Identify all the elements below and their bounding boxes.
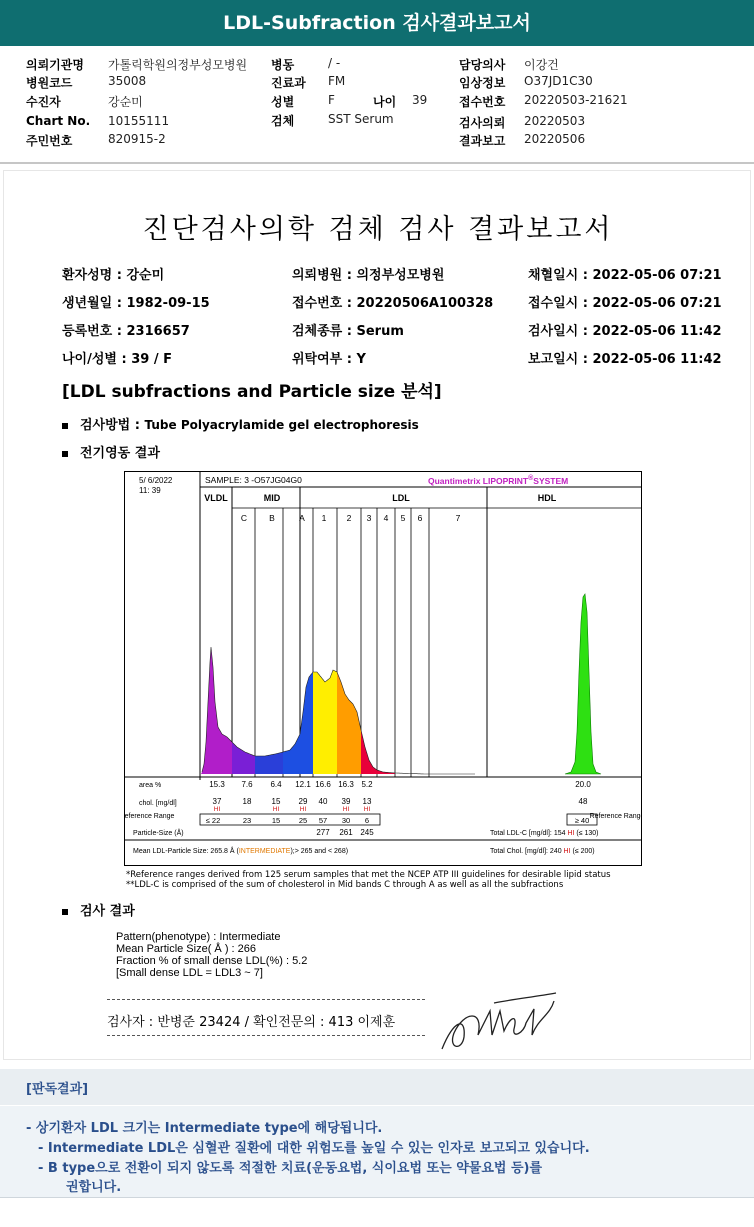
bullet-square-icon xyxy=(62,909,68,915)
header-value: 35008 xyxy=(108,74,147,88)
mean-class: INTERMEDIATE xyxy=(238,848,291,855)
result-block xyxy=(116,931,307,979)
group-label: VLDL xyxy=(204,493,228,503)
reference-value: 23 xyxy=(242,816,252,825)
header-key: 결과보고 xyxy=(459,134,506,148)
info-label: 환자성명 xyxy=(62,268,113,283)
info-label: 접수번호 xyxy=(292,296,343,311)
header-value: 강순미 xyxy=(108,95,143,109)
header-key: 병원코드 xyxy=(26,76,73,90)
header-key: 진료과 xyxy=(271,76,306,90)
info-label: 위탁여부 xyxy=(292,352,343,367)
header-value: 이강건 xyxy=(524,58,559,72)
chol-value: 40 xyxy=(318,797,328,806)
ref-row-label: Reference Range xyxy=(125,813,175,820)
header-value: 20220503-21621 xyxy=(524,93,628,107)
method-label: 검사방법 xyxy=(80,418,131,433)
footnote: **LDL-C is comprised of the sum of cholesterol in Mid bands C through A as well as all the subfractions xyxy=(126,880,564,890)
result-line: Fraction % of small dense LDL(%) : 5.2 xyxy=(116,955,308,967)
patient-info-item: 접수일시 : 2022-05-06 07:21 xyxy=(528,296,722,311)
reference-box xyxy=(200,814,380,825)
page-title: LDL-Subfraction 검사결과보고서 xyxy=(0,0,754,46)
info-label: 보고일시 xyxy=(528,352,579,367)
info-label: 의뢰병원 xyxy=(292,268,343,283)
chol-flag: HI xyxy=(213,806,221,813)
band-label: 7 xyxy=(455,513,461,523)
chart-footnotes xyxy=(126,870,611,890)
reference-value: ≥ 40 xyxy=(574,816,590,825)
chol-value: 39 xyxy=(341,797,351,806)
subfraction-area xyxy=(313,670,337,774)
header-value: 20220506 xyxy=(524,132,586,146)
header-key: 병동 xyxy=(271,58,295,72)
chol-flag: HI xyxy=(299,806,307,813)
info-value: 2022-05-06 07:21 xyxy=(592,296,722,311)
info-value: 의정부성모병원 xyxy=(356,268,445,283)
patient-info-item: 위탁여부 : Y xyxy=(292,352,366,367)
header-value: 20220503 xyxy=(524,114,586,128)
chol-row-label: chol. [mg/dl] xyxy=(139,800,177,807)
header-key: Chart No. xyxy=(26,114,91,128)
header-key: 나이 xyxy=(373,95,397,109)
header-value: 가톨릭학원의정부성모병원 xyxy=(108,58,248,72)
info-value: 2022-05-06 07:21 xyxy=(592,268,722,283)
chol-flag: HI xyxy=(272,806,280,813)
area-value: 12.1 xyxy=(295,780,311,789)
header-key: 주민번호 xyxy=(26,134,73,148)
total-chol-ref: (≤ 200) xyxy=(570,848,595,855)
info-label: 채혈일시 xyxy=(528,268,579,283)
chol-value: 15 xyxy=(271,797,281,806)
dashed-divider xyxy=(107,1035,425,1036)
group-label: LDL xyxy=(392,493,410,503)
handwritten-signature xyxy=(434,989,564,1059)
mean-value: 265.8 Å ( xyxy=(210,848,239,855)
info-label: 나이/성별 xyxy=(62,352,117,367)
report-title: 진단검사의학 검체 검사 결과보고서 xyxy=(142,214,614,245)
peak-areas xyxy=(200,594,601,774)
area-value: 16.6 xyxy=(315,780,331,789)
header-value: 820915-2 xyxy=(108,132,166,146)
method-value: Tube Polyacrylamide gel electrophoresis xyxy=(144,418,419,432)
method-bullet: 검사방법 : Tube Polyacrylamide gel electrophoresis xyxy=(62,414,419,433)
band-label: B xyxy=(269,513,275,523)
band-label: 5 xyxy=(400,513,406,523)
group-labels xyxy=(204,493,556,503)
band-label: 1 xyxy=(321,513,327,523)
info-value: 2316657 xyxy=(126,324,190,339)
data-table xyxy=(125,780,641,855)
result-line: Mean Particle Size( Å ) : 266 xyxy=(116,943,257,955)
electrophoresis-bullet xyxy=(62,442,160,461)
info-value: 2022-05-06 11:42 xyxy=(592,324,722,339)
header-value: 39 xyxy=(412,93,428,107)
judgement-header xyxy=(0,1069,754,1105)
band-label: 2 xyxy=(346,513,352,523)
total-chol-flag: HI xyxy=(563,848,571,855)
band-labels xyxy=(241,513,461,523)
patient-info-item: 등록번호 : 2316657 xyxy=(62,324,190,339)
chol-value: 18 xyxy=(242,797,252,806)
header-key: 성별 xyxy=(271,95,295,109)
patient-info-item: 채혈일시 : 2022-05-06 07:21 xyxy=(528,268,722,283)
patient-info-item: 생년월일 : 1982-09-15 xyxy=(62,296,210,311)
patient-info-item: 검사일시 : 2022-05-06 11:42 xyxy=(528,324,722,339)
area-value: 7.6 xyxy=(241,780,253,789)
judgement-line: - B type으로 전환이 되지 않도록 적절한 치료(운동요법, 식이요법 또는 약물요법 등)를 xyxy=(38,1161,543,1176)
particle-value: 277 xyxy=(316,828,330,837)
patient-info-item: 보고일시 : 2022-05-06 11:42 xyxy=(528,352,722,367)
result-line: Pattern(phenotype) : Intermediate xyxy=(116,931,281,943)
particle-value: 245 xyxy=(360,828,374,837)
header-key: 수진자 xyxy=(26,95,61,109)
judgement-line: - 상기환자 LDL 크기는 Intermediate type에 해당됩니다. xyxy=(26,1121,383,1136)
subfraction-area xyxy=(283,734,300,774)
patient-info-item: 나이/성별 : 39 / F xyxy=(62,352,173,367)
info-value: Serum xyxy=(356,324,404,339)
header-key: 검사의뢰 xyxy=(459,116,506,130)
report-document xyxy=(3,170,751,1060)
group-label: HDL xyxy=(537,493,557,503)
result-bullet xyxy=(62,900,135,919)
total-ldl-value: 154 xyxy=(553,830,568,837)
total-ldl-flag: HI xyxy=(567,830,575,837)
reference-value: 25 xyxy=(298,816,308,825)
header-value: / - xyxy=(328,56,341,70)
info-value: Y xyxy=(356,352,366,367)
chol-value: 29 xyxy=(298,797,308,806)
section-title: [LDL subfractions and Particle size 분석] xyxy=(62,382,442,402)
chol-value: 48 xyxy=(578,797,588,806)
info-value: 20220506A100328 xyxy=(356,296,494,311)
area-value: 15.3 xyxy=(209,780,225,789)
bullet-square-icon xyxy=(62,451,68,457)
info-label: 검체종류 xyxy=(292,324,343,339)
request-header xyxy=(0,56,754,156)
total-ldl-line xyxy=(490,830,599,837)
chol-flag: HI xyxy=(363,806,371,813)
header-value: O37JD1C30 xyxy=(524,74,593,88)
header-key: 접수번호 xyxy=(459,95,506,109)
chol-value: 37 xyxy=(212,797,222,806)
reference-value: ≤ 22 xyxy=(205,816,221,825)
signature-line: 검사자 : 반병준 23424 / 확인전문의 : 413 이제훈 xyxy=(107,1015,396,1030)
info-label: 등록번호 xyxy=(62,324,113,339)
header-value: FM xyxy=(328,74,346,88)
chart-sample: SAMPLE: 3 -O57JG04G0 xyxy=(205,475,302,485)
reference-value: 6 xyxy=(364,816,370,825)
result-label: 검사 결과 xyxy=(80,904,135,919)
area-value: 20.0 xyxy=(575,780,591,789)
header-divider xyxy=(0,162,754,164)
chart-time: 11: 39 xyxy=(139,486,161,495)
mean-particle-line xyxy=(133,846,348,855)
subfraction-area xyxy=(300,672,313,774)
patient-info-item: 접수번호 : 20220506A100328 xyxy=(292,296,494,311)
judgement-line: 권합니다. xyxy=(66,1180,122,1195)
result-line: [Small dense LDL = LDL3 ~ 7] xyxy=(116,967,263,979)
header-value: F xyxy=(328,93,335,107)
registered-mark: ® xyxy=(528,475,534,482)
total-ldl-ref: (≤ 130) xyxy=(574,830,599,837)
ref-row-label-right: Reference Range xyxy=(589,813,641,820)
total-chol-label: Total Chol. [mg/dl]: xyxy=(490,848,550,855)
system-name: Quantimetrix LIPOPRINT xyxy=(428,476,529,486)
band-label: A xyxy=(299,513,305,523)
mean-label: Mean LDL-Particle Size: xyxy=(133,848,211,855)
info-label: 접수일시 xyxy=(528,296,579,311)
bullet-square-icon xyxy=(62,423,68,429)
particle-row-label: Particle-Size (Å) xyxy=(133,830,184,837)
patient-info-item: 검체종류 : Serum xyxy=(292,324,404,339)
area-row-label: area % xyxy=(139,782,162,789)
reference-value: 15 xyxy=(271,816,281,825)
area-value: 16.3 xyxy=(338,780,354,789)
band-label: C xyxy=(240,513,248,523)
group-label: MID xyxy=(263,493,281,503)
chart-system-label xyxy=(428,474,568,486)
chol-flag: HI xyxy=(342,806,350,813)
info-value: 39 / F xyxy=(131,352,173,367)
header-value: 10155111 xyxy=(108,114,170,128)
area-value: 6.4 xyxy=(270,780,282,789)
patient-info-item: 환자성명 : 강순미 xyxy=(62,268,165,283)
mean-range: );> 265 and < 268) xyxy=(290,848,349,855)
footnote: *Reference ranges derived from 125 serum samples that met the NCEP ATP III guidelines for desirable lipid status xyxy=(126,870,611,880)
band-label: 6 xyxy=(417,513,423,523)
total-chol-line xyxy=(490,848,595,855)
judgement-line: - Intermediate LDL은 심혈관 질환에 대한 위험도를 높일 수 있는 인자로 보고되고 있습니다. xyxy=(38,1141,590,1156)
area-value: 5.2 xyxy=(361,780,373,789)
lipoprint-chart xyxy=(124,471,642,866)
subfraction-area xyxy=(361,730,395,774)
info-value: 강순미 xyxy=(126,268,165,283)
reference-value: 57 xyxy=(318,816,328,825)
patient-info-item: 의뢰병원 : 의정부성모병원 xyxy=(292,268,445,283)
chol-value: 13 xyxy=(362,797,372,806)
lipoprint-svg xyxy=(125,472,641,865)
info-value: 2022-05-06 11:42 xyxy=(592,352,722,367)
header-key: 의뢰기관명 xyxy=(26,58,84,72)
info-label: 생년월일 xyxy=(62,296,113,311)
header-key: 임상정보 xyxy=(459,76,506,90)
electrophoresis-label: 전기영동 결과 xyxy=(80,446,160,461)
particle-value: 261 xyxy=(339,828,353,837)
hdl-peak xyxy=(565,594,601,774)
info-label: 검사일시 xyxy=(528,324,579,339)
system-suffix: SYSTEM xyxy=(533,476,569,486)
total-ldl-label: Total LDL-C [mg/dl]: xyxy=(490,830,554,837)
dashed-divider xyxy=(107,999,425,1000)
subfraction-area xyxy=(337,672,361,774)
header-key: 검체 xyxy=(271,114,295,128)
header-value: SST Serum xyxy=(328,112,394,126)
header-key: 담당의사 xyxy=(459,58,506,72)
chart-date: 5/ 6/2022 xyxy=(139,476,173,485)
info-value: 1982-09-15 xyxy=(126,296,210,311)
reference-value: 30 xyxy=(341,816,351,825)
band-label: 3 xyxy=(366,513,372,523)
band-label: 4 xyxy=(383,513,389,523)
total-chol-value: 240 xyxy=(549,848,564,855)
subfraction-area xyxy=(232,742,255,774)
judgement-title: [판독결과] xyxy=(26,1082,89,1097)
